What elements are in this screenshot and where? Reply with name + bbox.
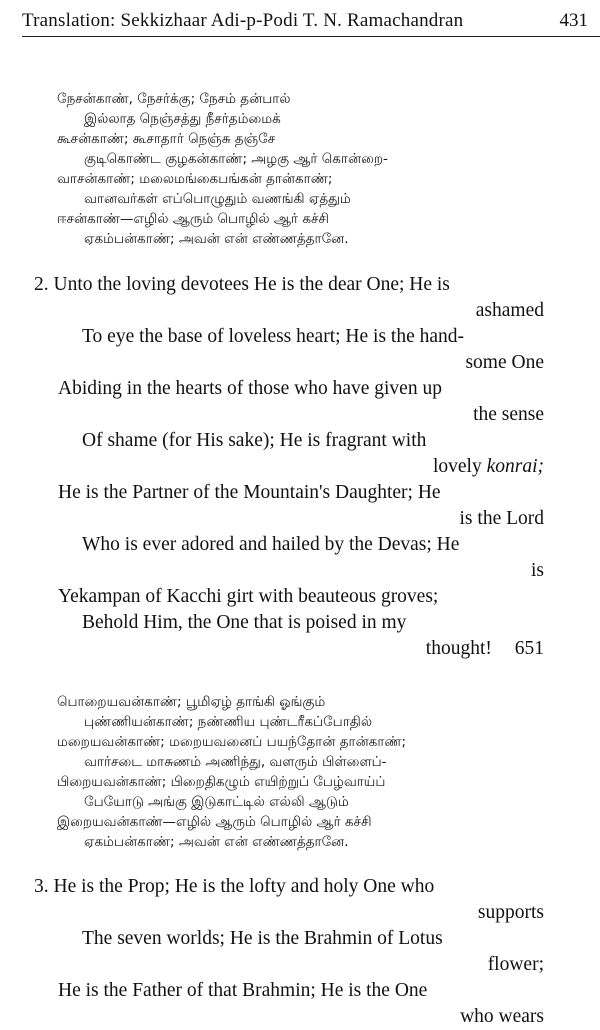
- verse-line: He is the Partner of the Mountain's Daughter; He: [58, 482, 441, 503]
- verse-text: lovely: [432, 456, 482, 477]
- verse-number: 3.: [34, 876, 49, 897]
- verse-line-continuation: is: [530, 560, 544, 581]
- tamil-line: மறையவன்காண்; மறையவனைப் பயந்தோன் தான்காண்;: [57, 734, 407, 750]
- verse-line: Who is ever adored and hailed by the Devas; He: [82, 534, 460, 555]
- tamil-line: பேயோடு அங்கு இடுகாட்டில் எல்லி ஆடும்: [84, 794, 349, 810]
- tamil-line: இறையவன்காண்—எழில் ஆரும் பொழில் ஆர் கச்சி: [57, 814, 372, 830]
- tamil-line: கூசன்காண்; கூசாதார் நெஞ்சு தஞ்சே: [57, 131, 276, 147]
- verse-number: 2.: [34, 274, 49, 295]
- verse-text: thought!: [425, 638, 492, 659]
- tamil-line: குடிகொண்ட குழகன்காண்; அழகு ஆர் கொன்றை-: [84, 151, 388, 167]
- verse-line: Abiding in the hearts of those who have given up: [58, 378, 442, 399]
- verse-line: Yekampan of Kacchi girt with beauteous groves;: [58, 586, 439, 607]
- verse-line-continuation: [426, 636, 544, 662]
- running-title: Translation: Sekkizhaar Adi-p-Podi T. N. Ramachandran: [22, 10, 464, 31]
- page-header: [22, 0, 600, 42]
- tamil-line: ஏகம்பன்காண்; அவன் என் எண்ணத்தானே.: [84, 834, 349, 850]
- verse-line: To eye the base of loveless heart; He is the hand-: [82, 326, 465, 347]
- verse-line-continuation: who wears: [460, 1006, 544, 1027]
- tamil-line: இல்லாத நெஞ்சத்து நீசர்தம்மைக்: [84, 111, 281, 127]
- verse-line-continuation: supports: [477, 902, 544, 923]
- tamil-line: ஏகம்பன்காண்; அவன் என் எண்ணத்தானே.: [84, 231, 349, 247]
- tamil-line: ஈசன்காண்—எழில் ஆரும் பொழில் ஆர் கச்சி: [57, 211, 330, 227]
- verse-line-continuation: flower;: [487, 954, 544, 975]
- verse-line: Of shame (for His sake); He is fragrant with: [82, 430, 427, 451]
- verse-line: Behold Him, the One that is poised in my: [82, 612, 407, 633]
- verse-text-italic: konrai;: [486, 456, 544, 477]
- verse-text: Unto the loving devotees He is the dear One; He is: [53, 274, 450, 295]
- tamil-line: நேசன்காண், நேசர்க்கு; நேசம் தன்பால்: [57, 91, 291, 107]
- tamil-line: புண்ணியன்காண்; நண்ணிய புண்டரீகப்போதில்: [84, 714, 373, 730]
- tamil-line: வானவர்கள் எப்பொழுதும் வணங்கி ஏத்தும்: [84, 191, 351, 207]
- page-number: 431: [559, 10, 588, 31]
- tamil-line: பிறையவன்காண்; பிறைதிகழும் எயிற்றுப் பேழ்வாய்ப்: [57, 774, 386, 790]
- header-rule: [22, 36, 600, 37]
- verse-line: He is the Father of that Brahmin; He is the One: [58, 980, 428, 1001]
- tamil-line: வாசன்காண்; மலைமங்கைபங்கன் தான்காண்;: [57, 171, 333, 187]
- verse-line-continuation: [433, 454, 544, 480]
- tamil-line: வார்சடை மாசுணம் அணிந்து, வளரும் பிள்ளைப்-: [84, 754, 387, 770]
- verse-line-continuation: some One: [465, 352, 544, 373]
- verse-line-continuation: ashamed: [475, 300, 544, 321]
- verse-line-continuation: the sense: [473, 404, 544, 425]
- stanza-number: 651: [514, 638, 544, 659]
- verse-line: [34, 874, 434, 900]
- verse-text: He is the Prop; He is the lofty and holy One who: [53, 876, 435, 897]
- verse-line-continuation: is the Lord: [459, 508, 544, 529]
- tamil-line: பொறையவன்காண்; பூமிஏழ் தாங்கி ஓங்கும்: [57, 694, 326, 710]
- verse-line: [34, 272, 450, 298]
- verse-line: The seven worlds; He is the Brahmin of Lotus: [82, 928, 443, 949]
